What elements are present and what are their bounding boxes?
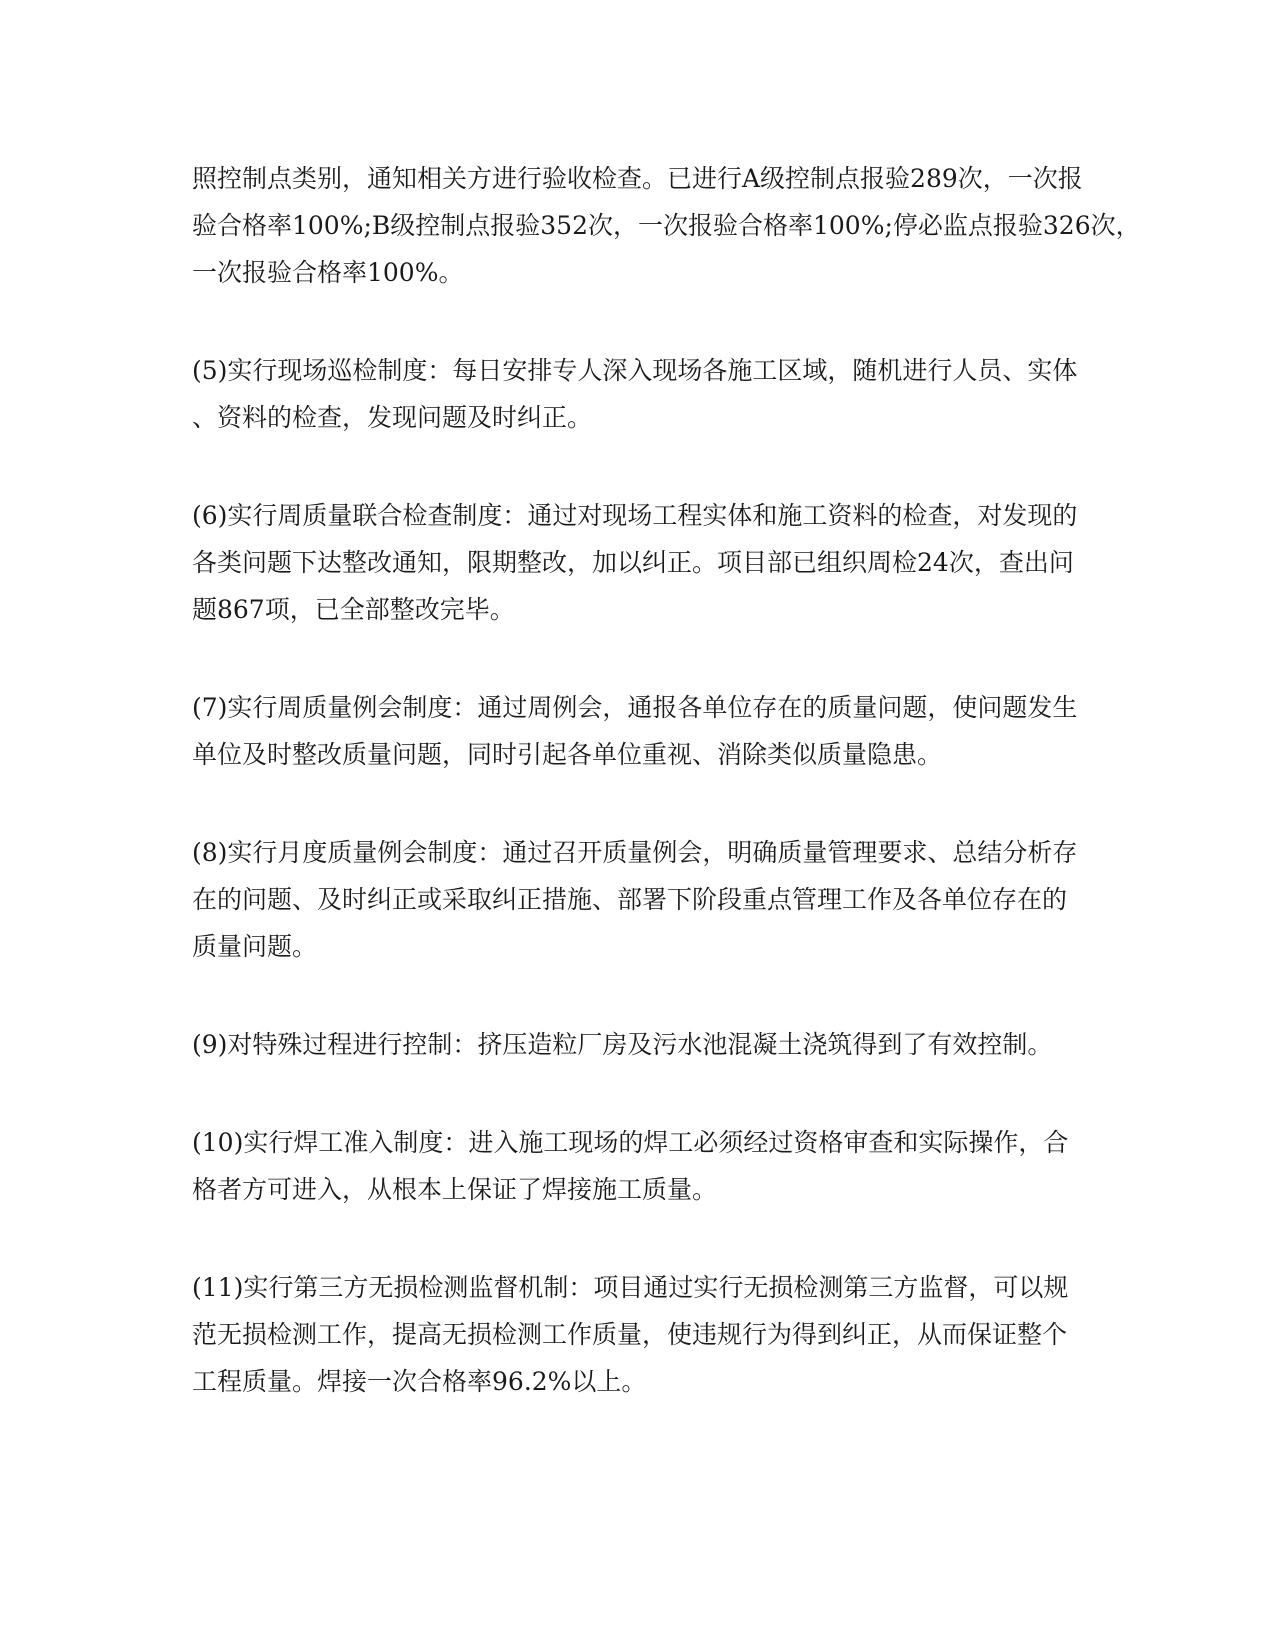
text-line: 、资料的检查，发现问题及时纠正。: [192, 403, 593, 432]
text-line: (7)实行周质量例会制度：通过周例会，通报各单位存在的质量问题，使问题发生: [192, 693, 1078, 722]
paragraph-item-9: [192, 1021, 1082, 1068]
text-line: (9)对特殊过程进行控制：挤压造粒厂房及污水池混凝土浇筑得到了有效控制。: [192, 1030, 1053, 1059]
text-line: (6)实行周质量联合检查制度：通过对现场工程实体和施工资料的检查，对发现的: [192, 501, 1078, 530]
text-line: (5)实行现场巡检制度：每日安排专人深入现场各施工区域，随机进行人员、实体: [192, 356, 1078, 385]
text-line: 在的问题、及时纠正或采取纠正措施、部署下阶段重点管理工作及各单位存在的: [192, 885, 1068, 914]
text-line: 一次报验合格率100%。: [192, 258, 464, 287]
text-line: 格者方可进入，从根本上保证了焊接施工质量。: [192, 1175, 718, 1204]
text-line: 照控制点类别，通知相关方进行验收检查。已进行A级控制点报验289次，一次报: [192, 164, 1083, 193]
paragraph-item-7: [192, 684, 1082, 778]
paragraph-item-6: [192, 492, 1082, 633]
paragraph-control-points: [192, 155, 1141, 296]
paragraph-item-11: [192, 1264, 1082, 1405]
paragraph-item-10: [192, 1119, 1082, 1213]
text-line: (8)实行月度质量例会制度：通过召开质量例会，明确质量管理要求、总结分析存: [192, 838, 1078, 867]
text-line: 各类问题下达整改通知，限期整改，加以纠正。项目部已组织周检24次，查出问: [192, 548, 1074, 577]
text-line: (10)实行焊工准入制度：进入施工现场的焊工必须经过资格审查和实际操作，合: [192, 1128, 1069, 1157]
text-line: (11)实行第三方无损检测监督机制：项目通过实行无损检测第三方监督，可以规: [192, 1273, 1069, 1302]
paragraph-item-8: [192, 829, 1082, 970]
text-line: 单位及时整改质量问题，同时引起各单位重视、消除类似质量隐患。: [192, 740, 943, 769]
text-line: 验合格率100%;B级控制点报验352次，一次报验合格率100%;停必监点报验326次，: [192, 211, 1141, 240]
text-line: 工程质量。焊接一次合格率96.2%以上。: [192, 1367, 647, 1396]
document-body: [192, 155, 1141, 1456]
paragraph-item-5: [192, 347, 1082, 441]
text-line: 质量问题。: [192, 932, 318, 961]
text-line: 范无损检测工作，提高无损检测工作质量，使违规行为得到纠正，从而保证整个: [192, 1320, 1068, 1349]
text-line: 题867项，已全部整改完毕。: [192, 595, 515, 624]
